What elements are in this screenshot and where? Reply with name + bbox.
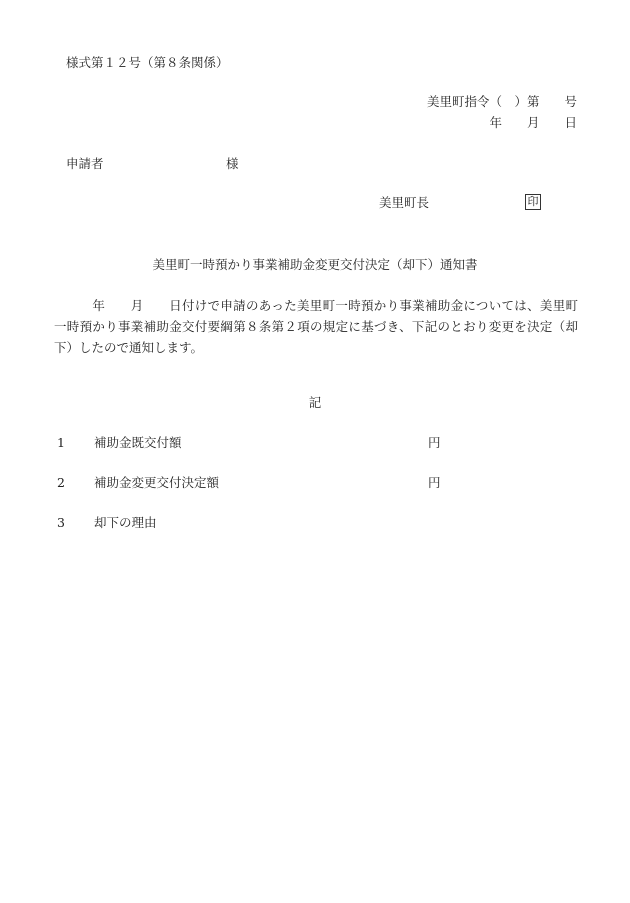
addressee-label: 申請者: [66, 156, 104, 171]
item-number: 1: [57, 435, 65, 450]
body-text: 年 月 日付けで申請のあった美里町一時預かり事業補助金については、美里町一時預かり事業補助金交付要綱第８条第２項の規定に基づき、下記のとおり変更を決定（却下）したので通知します。: [54, 298, 578, 355]
item-label: 補助金変更交付決定額: [94, 475, 220, 490]
seal-mark: 印: [525, 194, 541, 210]
ki-heading: 記: [308, 395, 322, 410]
addressee-honorific: 様: [226, 156, 239, 171]
item-unit: 円: [428, 435, 441, 450]
addressee: [66, 156, 239, 171]
item-unit: 円: [428, 475, 441, 490]
item-number: 3: [57, 515, 65, 530]
document-title: 美里町一時預かり事業補助金変更交付決定（却下）通知書: [152, 257, 478, 272]
issue-date: 年 月 日: [489, 115, 577, 130]
item-number: 2: [57, 475, 65, 490]
sender-name: 美里町長: [379, 195, 430, 210]
item-label: 却下の理由: [94, 515, 157, 530]
form-number: 様式第１２号（第８条関係）: [66, 55, 229, 70]
reference-number: 美里町指令（ ）第 号: [426, 94, 577, 109]
item-label: 補助金既交付額: [94, 435, 182, 450]
